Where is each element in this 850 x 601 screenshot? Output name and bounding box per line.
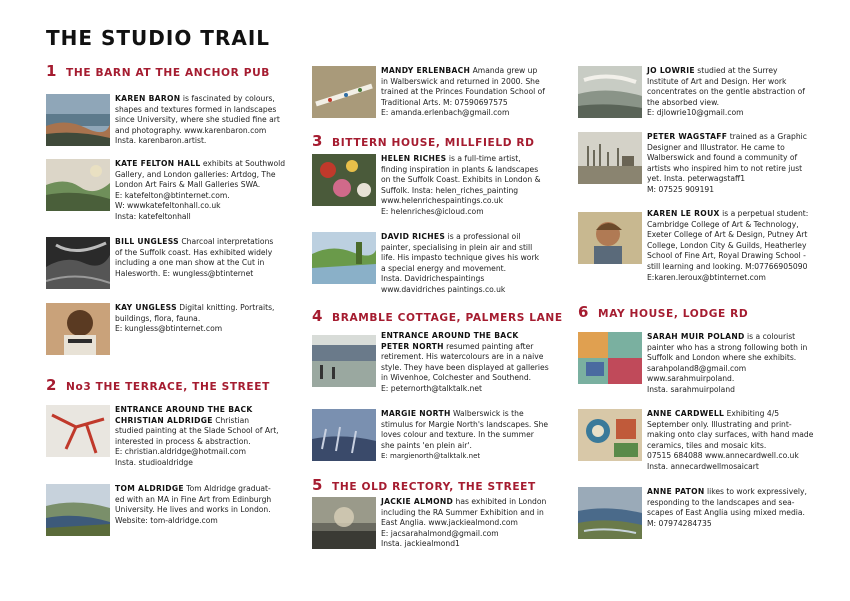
artwork-thumbnail bbox=[312, 409, 376, 461]
section-5-heading: 5 THE OLD RECTORY, THE STREET bbox=[312, 476, 536, 494]
artwork-thumbnail bbox=[312, 66, 376, 118]
artwork-thumbnail bbox=[312, 154, 376, 206]
artwork-thumbnail bbox=[578, 409, 642, 461]
artwork-thumbnail bbox=[312, 335, 376, 387]
artwork-thumbnail bbox=[578, 132, 642, 184]
artwork-thumbnail bbox=[46, 405, 110, 457]
artwork-thumbnail bbox=[46, 94, 110, 146]
section-1-heading: 1 THE BARN AT THE ANCHOR PUB bbox=[46, 62, 270, 80]
artwork-thumbnail bbox=[578, 66, 642, 118]
artwork-thumbnail bbox=[46, 159, 110, 211]
artwork-thumbnail bbox=[46, 484, 110, 536]
section-6-heading: 6 MAY HOUSE, LODGE RD bbox=[578, 303, 749, 321]
page-title: THE STUDIO TRAIL bbox=[46, 26, 271, 50]
artwork-thumbnail bbox=[46, 303, 110, 355]
artwork-thumbnail bbox=[578, 487, 642, 539]
artwork-thumbnail bbox=[46, 237, 110, 289]
artwork-thumbnail bbox=[578, 212, 642, 264]
section-2-heading: 2 No3 THE TERRACE, THE STREET bbox=[46, 376, 270, 394]
artwork-thumbnail bbox=[312, 232, 376, 284]
section-4-heading: 4 BRAMBLE COTTAGE, PALMERS LANE bbox=[312, 307, 563, 325]
section-3-heading: 3 BITTERN HOUSE, MILLFIELD RD bbox=[312, 132, 535, 150]
artwork-thumbnail bbox=[578, 332, 642, 384]
artwork-thumbnail bbox=[312, 497, 376, 549]
